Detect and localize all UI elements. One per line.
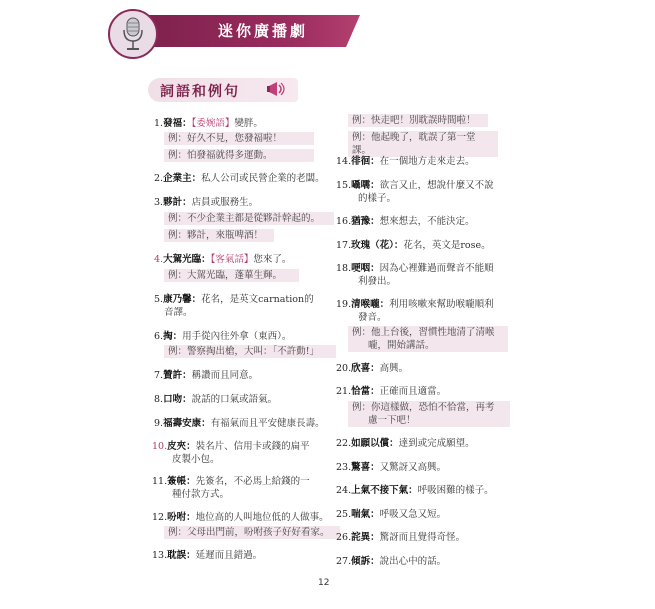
entry-14: 14.徘徊：在一個地方走來走去。 bbox=[336, 156, 475, 167]
entry-15: 15.囁嚅：欲言又止，想說什麼又不說 bbox=[336, 180, 494, 191]
entry-20: 20.欣喜：高興。 bbox=[336, 363, 409, 374]
example-line: 慮一下吧！ bbox=[348, 414, 510, 427]
example-line: 例：好久不見，您發福啦！ bbox=[164, 132, 314, 145]
entry-12: 12.吩咐：地位高的人叫地位低的人做事。 bbox=[152, 512, 329, 523]
entry-5: 5.康乃馨：花名，是英文carnation的 bbox=[154, 294, 314, 305]
example-line: 例：怕發福就得多運動。 bbox=[164, 149, 314, 162]
example-line: 例：夥計，來瓶啤酒！ bbox=[164, 229, 274, 242]
entry-1: 1.發福：【委婉語】變胖。 bbox=[154, 118, 263, 129]
page-title: 迷你廣播劇 bbox=[218, 22, 309, 40]
entry-26: 26.詫異：驚訝而且覺得奇怪。 bbox=[336, 532, 466, 543]
entry-3: 3.夥計：店員或服務生。 bbox=[154, 197, 259, 208]
microphone-icon bbox=[108, 9, 158, 59]
entry-15-cont: 的樣子。 bbox=[358, 193, 397, 204]
entry-25: 25.喘氣：呼吸又急又短。 bbox=[336, 509, 447, 520]
entry-11: 11.簽帳：先簽名，不必馬上給錢的一 bbox=[152, 476, 310, 487]
entry-11-cont: 種付款方式。 bbox=[172, 489, 230, 500]
entry-13: 13.耽誤：延遲而且錯過。 bbox=[152, 550, 263, 561]
entry-5-cont: 音譯。 bbox=[164, 307, 193, 318]
example-line: 例：大駕光臨，蓬蓽生輝。 bbox=[164, 269, 299, 282]
entry-22: 22.如願以償：達到或完成願望。 bbox=[336, 438, 475, 449]
entry-10-cont: 皮製小包。 bbox=[172, 454, 220, 465]
entry-9: 9.福壽安康：有福氣而且平安健康長壽。 bbox=[154, 418, 325, 429]
example-line: 例：父母出門前，吩咐孩子好好看家。 bbox=[164, 526, 340, 539]
entry-10: 10.皮夾：裝名片、信用卡或錢的扁平 bbox=[152, 441, 310, 452]
entry-8: 8.口吻：說話的口氣或語氣。 bbox=[154, 394, 278, 405]
page-number: 12 bbox=[318, 578, 330, 588]
entry-4: 4.大駕光臨：【客氣話】您來了。 bbox=[154, 254, 292, 265]
entry-24: 24.上氣不接下氣：呼吸困難的樣子。 bbox=[336, 485, 494, 496]
entry-18: 18.哽咽：因為心裡難過而聲音不能順 bbox=[336, 263, 494, 274]
section-title: 詞語和例句 bbox=[160, 84, 240, 100]
entry-21: 21.恰當：正確而且適當。 bbox=[336, 386, 447, 397]
example-line: 例：不少企業主都是從夥計幹起的。 bbox=[164, 212, 334, 225]
example-line: 例：你這樣做，恐怕不恰當，再考 bbox=[348, 401, 510, 414]
example-line: 例：警察掏出槍，大叫：「不許動!」 bbox=[164, 345, 336, 358]
example-line: 例：他上台後，習慣性地清了清喉 bbox=[348, 326, 508, 339]
entry-16: 16.猶豫：想來想去，不能決定。 bbox=[336, 216, 475, 227]
entry-7: 7.贊許：稱讚而且同意。 bbox=[154, 370, 259, 381]
entry-19-cont: 發音。 bbox=[358, 312, 387, 323]
megaphone-icon bbox=[266, 79, 288, 103]
example-line: 例：快走吧！別耽誤時間啦！ bbox=[348, 114, 488, 127]
entry-17: 17.玫瑰（花）：花名，英文是rose。 bbox=[336, 240, 491, 251]
entry-18-cont: 利發出。 bbox=[358, 276, 397, 287]
example-line: 例：他起晚了，耽誤了第一堂課。 bbox=[348, 131, 498, 157]
example-line: 嚨，開始講話。 bbox=[348, 339, 508, 352]
entry-23: 23.驚喜：又驚訝又高興。 bbox=[336, 462, 447, 473]
entry-6: 6.掏：用手從內往外拿（東西）。 bbox=[154, 331, 292, 342]
entry-19: 19.清喉嚨：利用咳嗽來幫助喉嚨順利 bbox=[336, 299, 494, 310]
entry-2: 2.企業主：私人公司或民營企業的老闆。 bbox=[154, 173, 325, 184]
entry-27: 27.傾訴：說出心中的話。 bbox=[336, 556, 447, 567]
